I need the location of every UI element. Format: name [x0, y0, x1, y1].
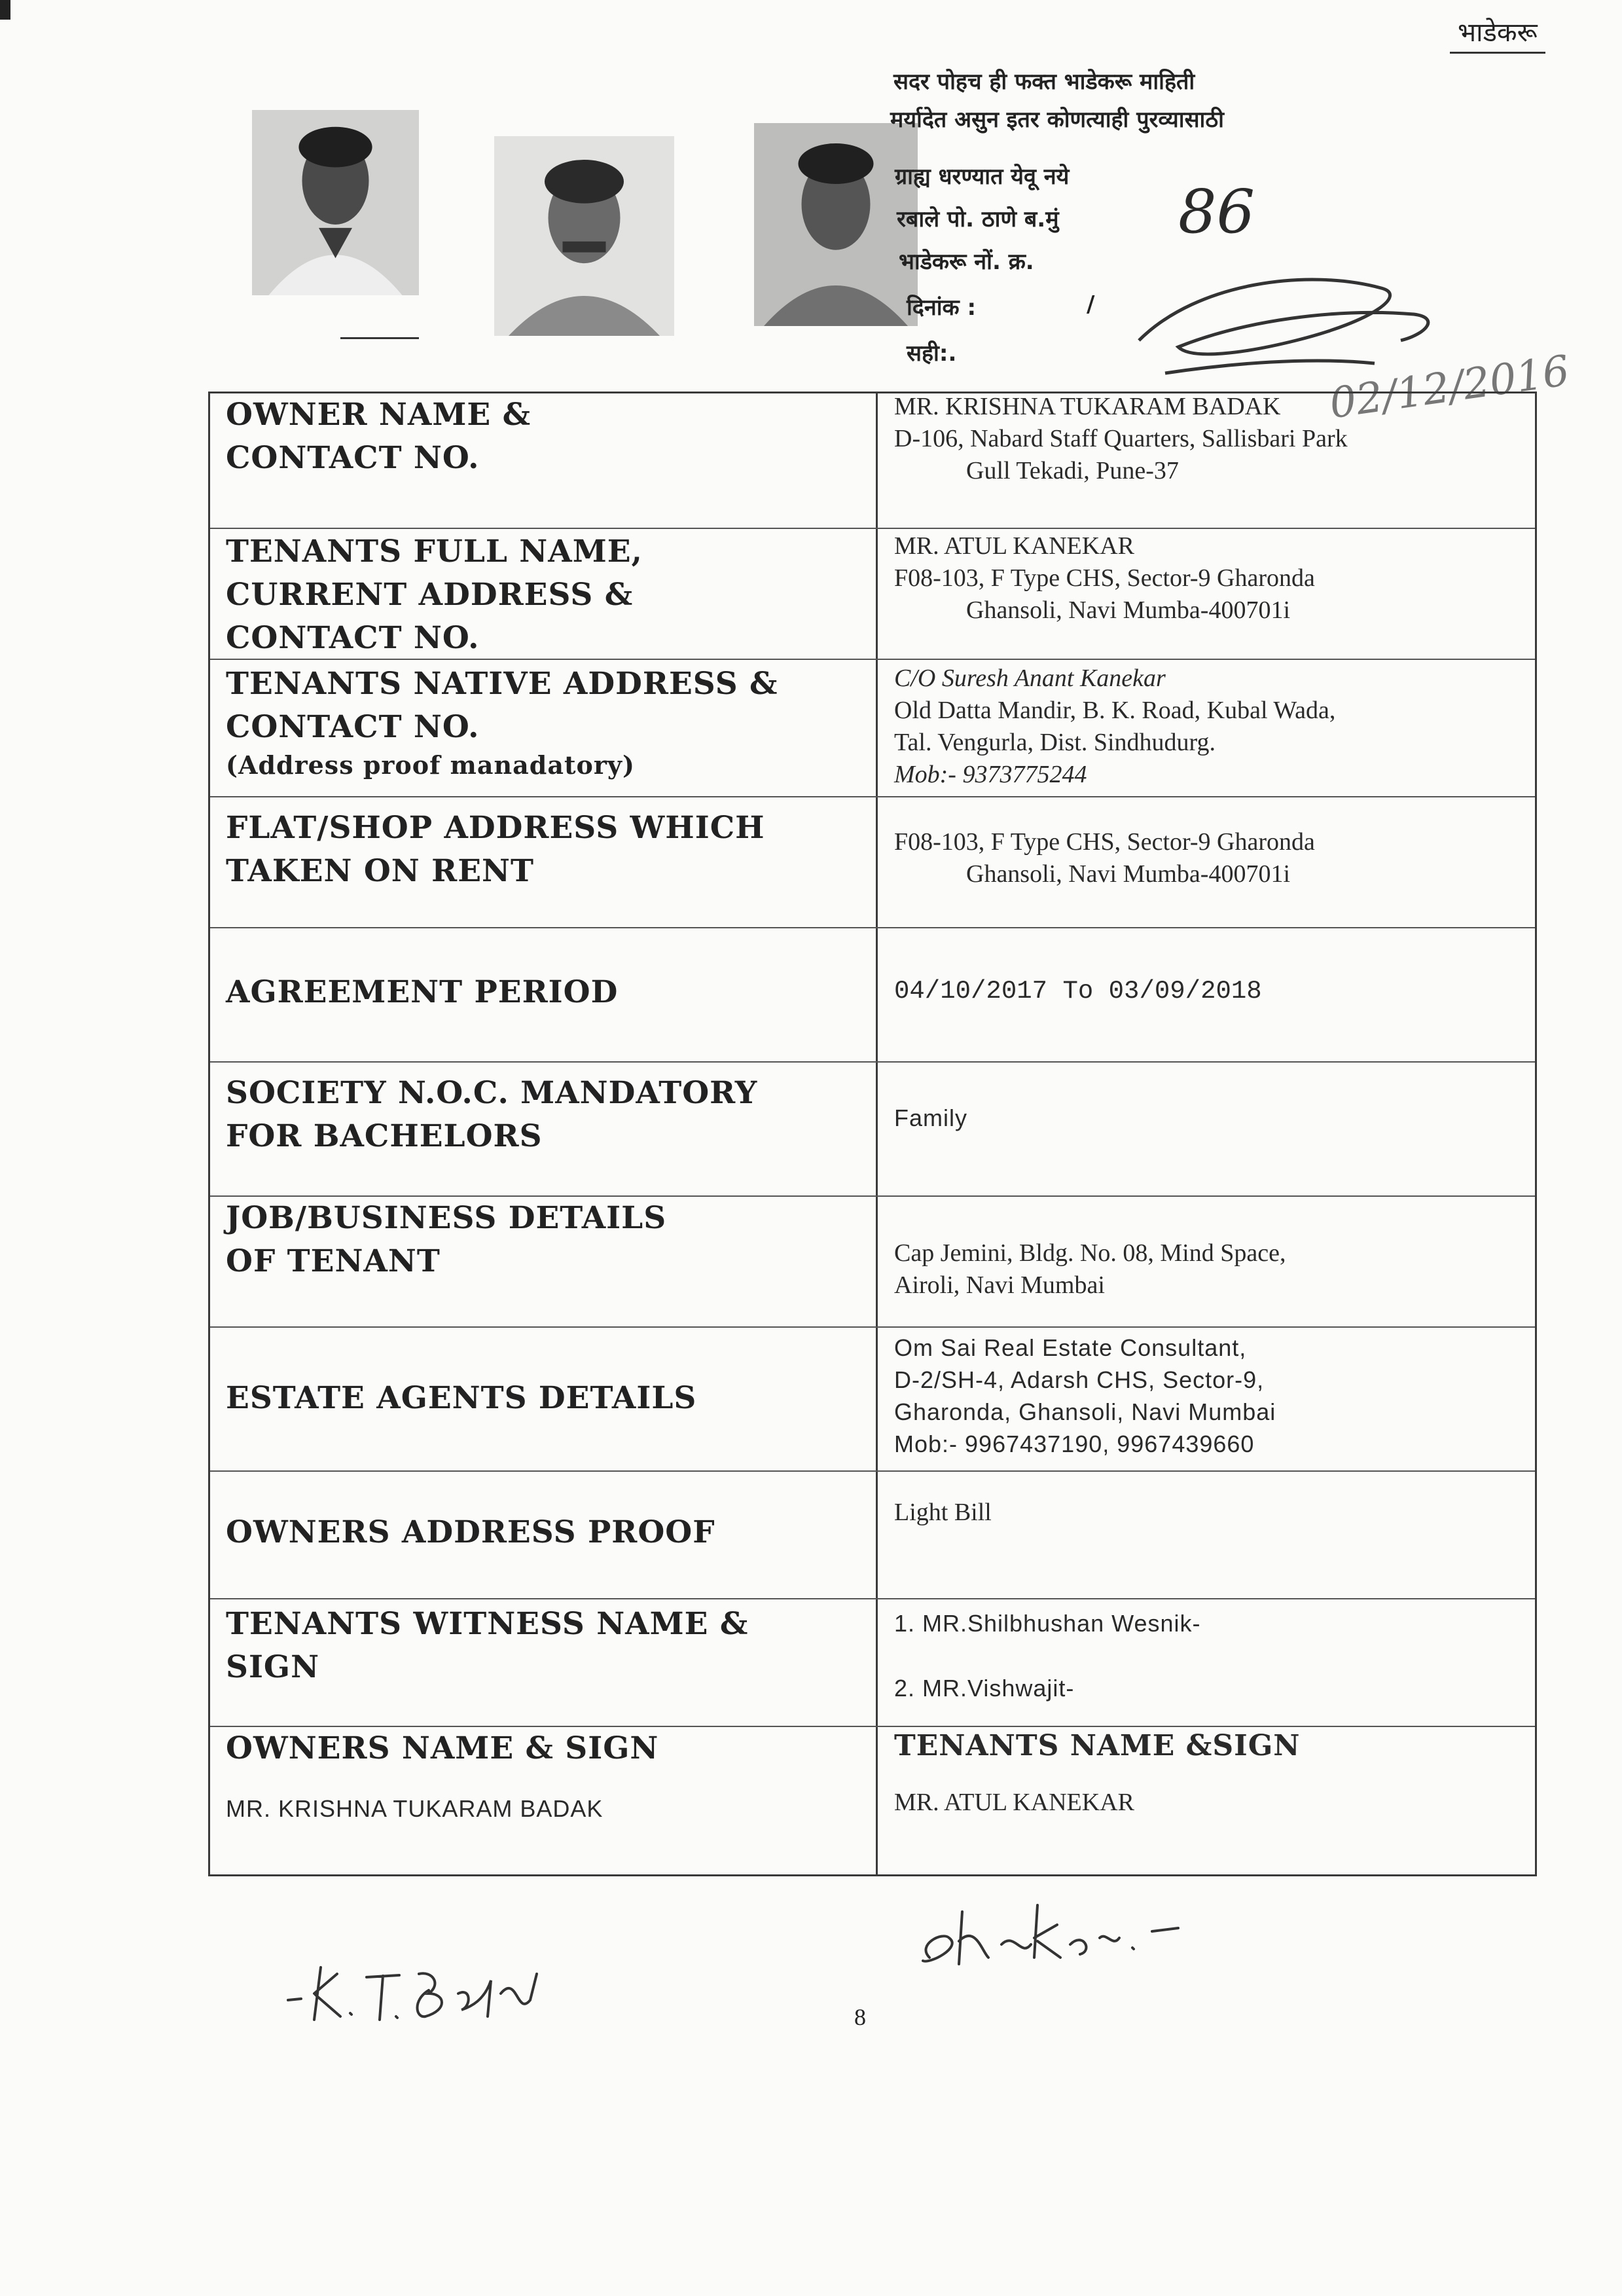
flat-address-value: F08-103, F Type CHS, Sector-9 Gharonda Ghansoli, Navi Mumba-400701i [894, 828, 1315, 888]
owner-address-proof-value: Light Bill [894, 1499, 992, 1526]
tenants-name-sign [894, 1730, 1529, 1819]
table-row-native-address [210, 659, 1535, 796]
owner-photo [252, 110, 419, 295]
job-details-value: Cap Jemini, Bldg. No. 08, Mind Space, Airoli, Navi Mumbai [894, 1239, 1286, 1299]
society-noc-value: Family [894, 1104, 967, 1131]
witness-1: 1. MR.Shilbhushan Wesnik- [894, 1610, 1201, 1637]
tenants-name-sign-heading: TENANTS NAME &SIGN [894, 1729, 1301, 1762]
tenant-details-table [208, 392, 1537, 1876]
table-row-owner [210, 393, 1535, 528]
society-noc-label: SOCIETY N.O.C. MANDATORY FOR BACHELORS [226, 1075, 758, 1154]
table-row-agreement-period [210, 927, 1535, 1061]
tenant-label: TENANTS FULL NAME, CURRENT ADDRESS & CONTACT NO. [226, 534, 643, 656]
scan-corner-mark [0, 0, 10, 20]
owner-address-proof-label: OWNERS ADDRESS PROOF [226, 1514, 715, 1550]
witness-2: 2. MR.Vishwajit- [894, 1675, 1075, 1702]
top-note: भाडेकरू [1450, 13, 1545, 54]
stamp-line-5: भाडेकरू नों. क्र. [899, 249, 1034, 275]
stamp-line-6: दिनांक : [907, 295, 977, 321]
stamp-line-2: मर्यादेत असुन इतर कोणत्याही पुरव्यासाठी [890, 107, 1224, 133]
native-address-label: TENANTS NATIVE ADDRESS & CONTACT NO. (Address proof manadatory) [226, 666, 778, 780]
owners-name-sign-label: OWNERS NAME & SIGN [226, 1730, 659, 1766]
stamp-line-7: सही:. [907, 340, 957, 367]
stamp-date-slash: / [1087, 291, 1095, 318]
witness-value [894, 1607, 1529, 1704]
tenant-photo [494, 136, 674, 336]
tenants-name-value: MR. ATUL KANEKAR [894, 1789, 1134, 1816]
owners-name-value: MR. KRISHNA TUKARAM BADAK [226, 1795, 604, 1822]
estate-agent-label: ESTATE AGENTS DETAILS [226, 1380, 697, 1416]
native-address-value: C/O Suresh Anant Kanekar Old Datta Mandir, B. K. Road, Kubal Wada, Tal. Vengurla, Dist. Sindhudurg. Mob:- 9373775244 [894, 665, 1336, 788]
stamp-line-3: ग्राह्य धरण्यात येवू नये [895, 164, 1070, 190]
table-row-witness [210, 1598, 1535, 1726]
officer-signature-scribble [1100, 242, 1466, 393]
photo-underline [340, 337, 419, 339]
tenant-signature [903, 1886, 1244, 1977]
stamp-handwritten-date: 02/12/2016 [1326, 346, 1573, 429]
owner-value: MR. KRISHNA TUKARAM BADAK D-106, Nabard Staff Quarters, Sallisbari Park Gull Tekadi, Pune-37 [894, 393, 1348, 484]
page-number: 8 [854, 2004, 866, 2030]
table-row-owner-address-proof [210, 1470, 1535, 1598]
witness-label: TENANTS WITNESS NAME & SIGN [226, 1606, 749, 1685]
table-row-flat-address [210, 796, 1535, 927]
stamp-register-number: 86 [1178, 177, 1255, 247]
agreement-period-label: AGREEMENT PERIOD [226, 974, 619, 1010]
table-row-names-signs [210, 1726, 1535, 1878]
owner-signature [275, 1954, 583, 2033]
stamp-line-1: सदर पोहच ही फक्त भाडेकरू माहिती [893, 69, 1195, 95]
table-row-estate-agent [210, 1326, 1535, 1470]
stamp-line-4: रबाले पो. ठाणे ब.मुं [897, 206, 1059, 232]
estate-agent-value: Om Sai Real Estate Consultant, D-2/SH-4, Adarsh CHS, Sector-9, Gharonda, Ghansoli, Navi Mumbai Mob:- 9967437190, 9967439660 [894, 1334, 1276, 1457]
agreement-period-value: 04/10/2017 To 03/09/2018 [894, 977, 1262, 1006]
owner-label: OWNER NAME & CONTACT NO. [226, 397, 532, 476]
job-details-label: JOB/BUSINESS DETAILS OF TENANT [226, 1200, 667, 1279]
tenant-value: MR. ATUL KANEKAR F08-103, F Type CHS, Sector-9 Gharonda Ghansoli, Navi Mumba-400701i [894, 532, 1315, 624]
flat-address-label: FLAT/SHOP ADDRESS WHICH TAKEN ON RENT [226, 810, 765, 889]
table-row-society-noc [210, 1061, 1535, 1195]
table-row-job-details [210, 1195, 1535, 1326]
table-row-tenant [210, 528, 1535, 659]
